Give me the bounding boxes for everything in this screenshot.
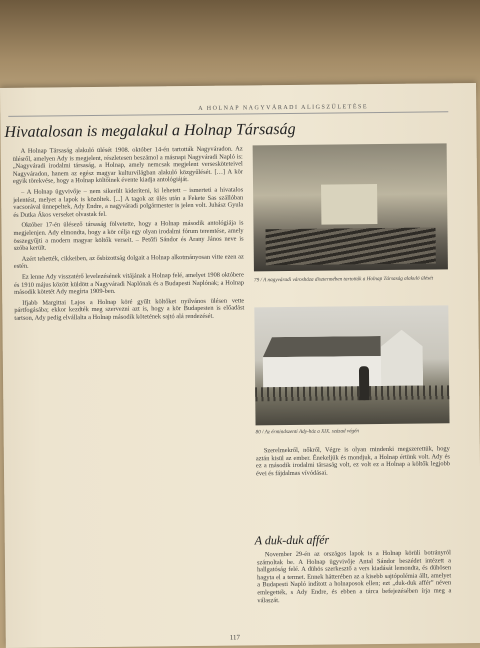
book-page — [0, 83, 480, 648]
page-number: 117 — [229, 633, 241, 642]
photo-stage — [321, 184, 377, 225]
paragraph: – A Holnap ügyvivője – nem sikerült kideríteni, ki lehetett – ismerteti a hivatalos jelentést, melyet a lapok is közöltek. [...] A tagok az ülés után a Fekete Sas szállóban vacsorával ünnepeltek, Ady Endre, a nagyváradi polgármester is jelen volt. Juhász Gyula és Dutka Ákos verseket olvastak fel. — [13, 186, 244, 219]
paragraph: Szerelmekről, nőkről, Végre is olyan mindenki megszerettük, hogy aztán kisül az ember. Énekeljük és mondjuk, a Holnap értünk volt. Ady és ez a második irodalmi társaság volt, ez volt ez a Holnap a költők legjobb évei és fájdalmas vívódásai. — [255, 445, 450, 478]
photo-person — [359, 366, 369, 400]
paragraph: Azért tehették, cikkeiben, az ősbizottság dolgait a Holnap alkotmányosan vitte ezen az estén. — [13, 253, 244, 271]
paragraph: Ez lenne Ady visszatérő levelezésének vitájának a Holnap felé, amelyet 1908 októbere és 1910 május között küldött a Nagyváradi Naplónak és a Budapesti Naplónak; a Holnap második kötetét Ady megírta 1909-ben. — [14, 271, 245, 296]
paragraph: Október 17-én ülésező társaság fölvetette, hogy a Holnap második antológiája is megjelenjen. Ady elmondta, hogy a kör célja egy olyan irodalmi fórum teremtése, amely összegyűjti a modern magyar költők verseit. – Petőfi Sándor és Arany János neve is szóba került. — [13, 219, 244, 252]
left-column — [13, 145, 245, 325]
header-rule — [8, 111, 448, 117]
photo-fence — [255, 385, 449, 401]
right-column-2 — [257, 549, 452, 607]
article-title: Hivatalosan is megalakul a Holnap Társaság — [4, 120, 296, 141]
photo-city-hall-assembly-room — [253, 143, 448, 271]
paragraph: Ifjabb Margittai Lajos a Holnap köré gyűlt költőket nyilvános ülésen vette pártfogásába; ekkor kezdték meg szervezni azt is, hogy a kör Budapesten is előadást tartson, Ady pedig elvállalta a Holnap második kötetének sajtó alá rendezését. — [14, 297, 245, 322]
paragraph: A Holnap Társaság alakuló ülését 1908. október 14-én tartották Nagyváradon. Az ülésről, amelyen Ady is megjelent, részletesen beszámol a másnapi Nagyváradi Napló is: „Nagyváradi irodalmi társaság, a Holnap, amely nemcsak megjelent versesköteteivel Nagyváradon, hanem az egész magyar kulturvilágban alakuló közgyűlését. […] A kör egyik törekvése, hogy a Holnap költőinek évente kiadja antológiáját. — [12, 145, 243, 186]
photo-seats — [265, 227, 435, 265]
photo-ady-house — [254, 305, 449, 425]
subheading: A duk-duk affér — [254, 532, 330, 548]
caption-photo-1: 79 / A nagyváradi városháza dísztermében tartották a Holnap Társaság alakuló ülését — [253, 275, 434, 284]
caption-photo-2: 80 / Az érmindszenti Ady-ház a XIX. század végén — [255, 428, 360, 436]
photo-roof — [263, 336, 381, 357]
right-column — [256, 445, 450, 480]
photo-gable — [381, 330, 424, 386]
paragraph: November 29-én az országos lapok is a Holnap körüli botrányról számoltak be. A Holnap ügyvivője Antal Sándor beszédet intézett a hallgatóság felé. A dühös szerkesztő a vers kiadását lemondta, és dühösen hagyta el a termet. Ennek hátterében az a kisebb sajtópolémia állt, amelyet a Budapesti Napló indított a holnaposok ellen; ezt „duk-duk affér” néven emlegették, s Ady Endre, és ebben a tárca befejezésében írja meg a válaszát. — [256, 549, 452, 604]
running-head: A HOLNAP NAGYVÁRADI ALIGSZÜLETÉSE — [198, 104, 369, 112]
